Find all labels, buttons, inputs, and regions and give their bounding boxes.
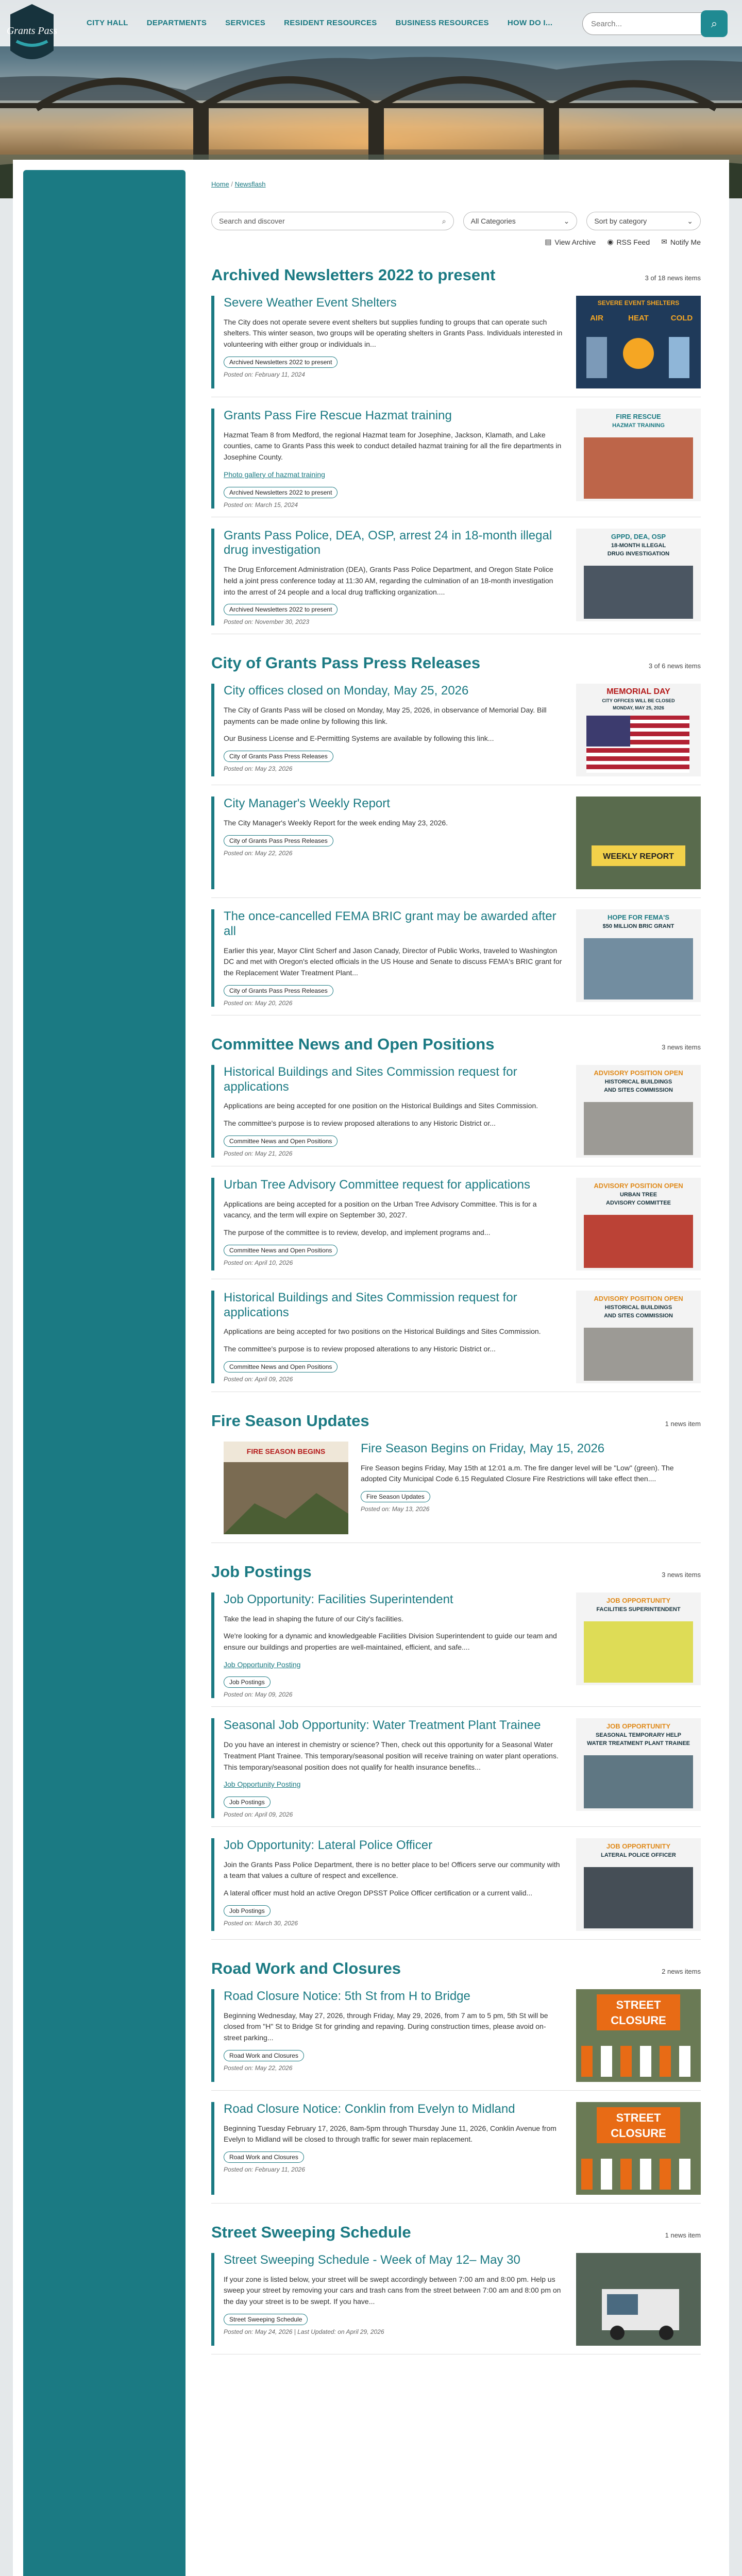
news-item-summary: Beginning Tuesday February 17, 2026, 8am-5pm through Thursday June 11, 2026, Conklin Avenue from Evelyn to Midland will be closed to through traffic for sewer main replacement. bbox=[224, 2124, 556, 2144]
nav-departments[interactable]: DEPARTMENTS bbox=[146, 19, 207, 27]
posted-date: Posted on: March 30, 2026 bbox=[224, 1919, 298, 1927]
svg-text:LATERAL POLICE OFFICER: LATERAL POLICE OFFICER bbox=[601, 1852, 676, 1858]
news-item-thumbnail[interactable] bbox=[576, 2102, 701, 2195]
city-logo[interactable] bbox=[6, 4, 58, 65]
category-tag[interactable]: Archived Newsletters 2022 to present bbox=[224, 357, 338, 368]
rss-feed-link[interactable]: ◉ RSS Feed bbox=[607, 238, 650, 246]
section-header bbox=[211, 1412, 701, 1430]
news-item-summary: Beginning Wednesday, May 27, 2026, through Friday, May 29, 2026, from 7 am to 5 pm, 5th St will be closed from "H" St to Bridge St for grinding and repaving. During construction times, please avoid on-street parking... bbox=[224, 2011, 548, 2042]
news-item-thumbnail[interactable] bbox=[576, 909, 701, 1002]
item-accent-bar bbox=[211, 409, 214, 509]
section-title[interactable]: Job Postings bbox=[211, 1562, 312, 1581]
news-search-input[interactable]: Search and discover ⌕ bbox=[211, 212, 454, 230]
news-item bbox=[211, 517, 701, 635]
category-tag[interactable]: Committee News and Open Positions bbox=[224, 1245, 338, 1256]
news-item-summary: Earlier this year, Mayor Clint Scherf and Jason Canady, Director of Public Works, traveled to Washington DC and met with Oregon's elected officials in the US House and Senate to discuss FEMA's BRIC grant for the Replacement Water Treatment Plant... bbox=[224, 946, 562, 977]
svg-text:STREET: STREET bbox=[616, 2111, 661, 2124]
site-search bbox=[582, 10, 728, 37]
breadcrumb: Home / Newsflash bbox=[211, 180, 266, 188]
news-item-title[interactable]: Historical Buildings and Sites Commission request for applications bbox=[224, 1064, 517, 1094]
section-header bbox=[211, 266, 701, 284]
item-accent-bar bbox=[211, 296, 214, 388]
svg-text:STREET: STREET bbox=[616, 1998, 661, 2011]
news-item bbox=[211, 1166, 701, 1279]
item-accent-bar bbox=[211, 1065, 214, 1158]
news-item-title[interactable]: City offices closed on Monday, May 25, 2026 bbox=[224, 684, 469, 698]
section-title[interactable]: Fire Season Updates bbox=[211, 1411, 369, 1430]
news-item-link[interactable]: Job Opportunity Posting bbox=[224, 1660, 301, 1669]
news-section bbox=[211, 1563, 701, 1940]
item-accent-bar bbox=[211, 796, 214, 889]
posted-date: Posted on: April 09, 2026 bbox=[224, 1375, 293, 1383]
item-accent-bar bbox=[211, 529, 214, 626]
news-item bbox=[211, 1827, 701, 1940]
news-item-title[interactable]: Fire Season Begins on Friday, May 15, 2026 bbox=[361, 1441, 605, 1455]
news-item-title[interactable]: Seasonal Job Opportunity: Water Treatment Plant Trainee bbox=[224, 1718, 541, 1733]
section-count: 2 news items bbox=[662, 1967, 701, 1975]
svg-text:CITY OFFICES WILL BE CLOSED: CITY OFFICES WILL BE CLOSED bbox=[602, 698, 675, 704]
posted-date: Posted on: May 09, 2026 bbox=[224, 1691, 293, 1699]
svg-text:CLOSURE: CLOSURE bbox=[611, 2126, 666, 2140]
svg-text:MONDAY, MAY 25, 2026: MONDAY, MAY 25, 2026 bbox=[613, 705, 664, 711]
news-item bbox=[211, 1707, 701, 1827]
section-header bbox=[211, 1563, 701, 1581]
svg-text:HAZMAT TRAINING: HAZMAT TRAINING bbox=[612, 422, 665, 429]
news-item-summary: The City of Grants Pass will be closed on Monday, May 25, 2026, in observance of Memorial Day. Bill payments can be made online by following this link. bbox=[224, 706, 547, 725]
item-accent-bar bbox=[211, 1838, 214, 1931]
posted-date: Posted on: May 21, 2026 bbox=[224, 1149, 293, 1157]
item-accent-bar bbox=[211, 1989, 214, 2082]
news-section bbox=[211, 1035, 701, 1392]
news-item-summary-more: The committee's purpose is to review proposed alterations to any Historic District or... bbox=[224, 1119, 496, 1128]
section-count: 3 of 6 news items bbox=[648, 662, 701, 670]
news-item-thumbnail[interactable] bbox=[576, 1291, 701, 1383]
news-content bbox=[196, 170, 716, 2354]
svg-text:DRUG INVESTIGATION: DRUG INVESTIGATION bbox=[607, 550, 670, 557]
svg-text:SEVERE EVENT SHELTERS: SEVERE EVENT SHELTERS bbox=[597, 299, 680, 307]
news-item-summary: Applications are being accepted for two positions on the Historical Buildings and Sites Commission. bbox=[224, 1327, 541, 1336]
item-accent-bar bbox=[211, 1592, 214, 1699]
section-header bbox=[211, 1959, 701, 1978]
left-sidebar bbox=[23, 170, 185, 2576]
svg-text:MEMORIAL DAY: MEMORIAL DAY bbox=[606, 687, 670, 697]
nav-city-hall[interactable]: CITY HALL bbox=[87, 19, 128, 27]
news-item-thumbnail[interactable] bbox=[576, 1065, 701, 1158]
news-item-summary: The City Manager's Weekly Report for the week ending May 23, 2026. bbox=[224, 819, 448, 827]
news-item-thumbnail[interactable] bbox=[576, 1592, 701, 1685]
category-tag[interactable]: Road Work and Closures bbox=[224, 2151, 304, 2163]
news-item-title[interactable]: The once-cancelled FEMA BRIC grant may be awarded after all bbox=[224, 909, 556, 938]
news-item bbox=[211, 898, 701, 1015]
news-item-thumbnail[interactable] bbox=[576, 296, 701, 388]
posted-date: Posted on: April 10, 2026 bbox=[224, 1259, 293, 1266]
item-accent-bar bbox=[211, 1178, 214, 1270]
section-count: 3 news items bbox=[662, 1570, 701, 1579]
svg-text:ADVISORY POSITION OPEN: ADVISORY POSITION OPEN bbox=[594, 1069, 683, 1077]
main-nav bbox=[77, 0, 562, 46]
news-item bbox=[211, 1054, 701, 1166]
breadcrumb-home[interactable]: Home bbox=[211, 180, 229, 188]
news-item-thumbnail[interactable] bbox=[224, 1442, 348, 1534]
section-count: 1 news item bbox=[665, 1419, 701, 1428]
svg-text:Grants Pass: Grants Pass bbox=[6, 25, 58, 37]
posted-date: Posted on: May 24, 2026 | Last Updated: on April 29, 2026 bbox=[224, 2328, 384, 2335]
nav-business-resources[interactable]: BUSINESS RESOURCES bbox=[395, 19, 489, 27]
breadcrumb-current[interactable]: Newsflash bbox=[234, 180, 266, 188]
item-accent-bar bbox=[211, 909, 214, 1007]
category-tag[interactable]: City of Grants Pass Press Releases bbox=[224, 751, 333, 762]
news-item bbox=[211, 2091, 701, 2204]
svg-text:HEAT: HEAT bbox=[628, 314, 649, 323]
news-item-title[interactable]: Job Opportunity: Lateral Police Officer bbox=[224, 1838, 433, 1852]
news-item bbox=[211, 785, 701, 898]
news-item-summary-more: Our Business License and E-Permitting Systems are available by following this link... bbox=[224, 734, 494, 743]
news-item-thumbnail[interactable] bbox=[576, 1838, 701, 1931]
search-icon: ⌕ bbox=[442, 216, 446, 225]
search-icon: ⌕ bbox=[711, 17, 718, 30]
news-item-title[interactable]: City Manager's Weekly Report bbox=[224, 796, 390, 811]
search-button[interactable] bbox=[701, 10, 728, 37]
sort-select[interactable]: Sort by category ⌄ bbox=[586, 212, 701, 230]
svg-text:AIR: AIR bbox=[590, 314, 603, 323]
svg-text:URBAN TREE: URBAN TREE bbox=[619, 1191, 657, 1198]
svg-text:CLOSURE: CLOSURE bbox=[611, 2013, 666, 2027]
notify-me-link[interactable]: ✉ Notify Me bbox=[661, 238, 701, 246]
svg-text:FIRE RESCUE: FIRE RESCUE bbox=[616, 413, 661, 420]
svg-text:COLD: COLD bbox=[670, 314, 693, 323]
svg-text:WATER TREATMENT PLANT TRAINEE: WATER TREATMENT PLANT TRAINEE bbox=[586, 1740, 690, 1747]
svg-text:HISTORICAL BUILDINGS: HISTORICAL BUILDINGS bbox=[604, 1078, 672, 1085]
posted-date: Posted on: May 20, 2026 bbox=[224, 999, 293, 1007]
chevron-down-icon: ⌄ bbox=[563, 216, 570, 225]
item-accent-bar bbox=[211, 1718, 214, 1818]
news-item-title[interactable]: Historical Buildings and Sites Commission request for applications bbox=[224, 1290, 517, 1319]
svg-text:FIRE SEASON BEGINS: FIRE SEASON BEGINS bbox=[246, 1447, 326, 1455]
svg-text:ADVISORY COMMITTEE: ADVISORY COMMITTEE bbox=[606, 1199, 671, 1206]
archive-icon: ▤ bbox=[545, 238, 552, 246]
category-tag[interactable]: Archived Newsletters 2022 to present bbox=[224, 604, 338, 615]
posted-date: Posted on: March 15, 2024 bbox=[224, 501, 298, 509]
news-item bbox=[211, 1581, 701, 1707]
news-item-thumbnail[interactable] bbox=[576, 796, 701, 889]
news-item bbox=[211, 397, 701, 517]
svg-text:WEEKLY REPORT: WEEKLY REPORT bbox=[603, 852, 674, 861]
item-accent-bar bbox=[211, 1291, 214, 1383]
category-tag[interactable]: Job Postings bbox=[224, 1797, 271, 1808]
news-item-title[interactable]: Job Opportunity: Facilities Superintendent bbox=[224, 1592, 453, 1606]
news-filters bbox=[211, 212, 701, 230]
svg-text:JOB OPPORTUNITY: JOB OPPORTUNITY bbox=[606, 1722, 671, 1731]
news-item bbox=[211, 284, 701, 397]
news-item-thumbnail[interactable] bbox=[576, 1718, 701, 1811]
news-item-summary: Fire Season begins Friday, May 15th at 12:01 a.m. The fire danger level will be "Low" (green). The adopted City Municipal Code 6.15 Regulated Closure Fire Restrictions will take effect then.... bbox=[361, 1463, 674, 1483]
news-item bbox=[211, 2242, 701, 2354]
section-title[interactable]: Road Work and Closures bbox=[211, 1959, 401, 1977]
news-item-summary: Applications are being accepted for a position on the Urban Tree Advisory Committee. This is for a vacancy, and the term will expire on September 30, 2027. bbox=[224, 1199, 537, 1219]
nav-resident-resources[interactable]: RESIDENT RESOURCES bbox=[284, 19, 377, 27]
news-item bbox=[211, 1279, 701, 1392]
news-section bbox=[211, 654, 701, 1015]
svg-text:GPPD, DEA, OSP: GPPD, DEA, OSP bbox=[611, 532, 666, 540]
svg-text:JOB OPPORTUNITY: JOB OPPORTUNITY bbox=[606, 1596, 671, 1604]
site-search-input[interactable] bbox=[582, 12, 704, 35]
news-item-title[interactable]: Urban Tree Advisory Committee request for applications bbox=[224, 1177, 530, 1192]
category-tag[interactable]: Archived Newsletters 2022 to present bbox=[224, 487, 338, 498]
section-title[interactable]: Committee News and Open Positions bbox=[211, 1035, 495, 1053]
news-item-summary: If your zone is listed below, your street will be swept accordingly between 7:00 am and 8:00 pm. Help us sweep your street by removing your cars and trash cans from the street between 7:00 am and 8:00 pm on the day your street is to be swept. If you have... bbox=[224, 2275, 561, 2306]
svg-text:ADVISORY POSITION OPEN: ADVISORY POSITION OPEN bbox=[594, 1181, 683, 1190]
svg-text:HOPE FOR FEMA'S: HOPE FOR FEMA'S bbox=[607, 913, 670, 922]
news-item-summary: The Drug Enforcement Administration (DEA), Grants Pass Police Department, and Oregon State Police held a joint press conference today at 11:30 AM, regarding the culmination of an 18-month investigation into the arrest of 24 people and a local drug trafficking organization.... bbox=[224, 565, 553, 596]
category-tag[interactable]: City of Grants Pass Press Releases bbox=[224, 985, 333, 996]
posted-date: Posted on: February 11, 2026 bbox=[224, 2166, 305, 2174]
posted-date: Posted on: November 30, 2023 bbox=[224, 618, 310, 626]
section-header bbox=[211, 2223, 701, 2242]
item-accent-bar bbox=[211, 684, 214, 776]
section-header bbox=[211, 654, 701, 672]
category-tag[interactable]: Fire Season Updates bbox=[361, 1491, 430, 1502]
svg-text:$50 MILLION BRIC GRANT: $50 MILLION BRIC GRANT bbox=[602, 923, 674, 930]
news-item bbox=[211, 1978, 701, 2091]
posted-date: Posted on: May 22, 2026 bbox=[224, 2064, 293, 2072]
news-item-summary: The City does not operate severe event shelters but supplies funding to groups that can operate such shelters. This winter season, two groups will be operating shelters in Grants Pass. Individuals interested in volunteering with either group or individuals in... bbox=[224, 317, 563, 349]
item-accent-bar bbox=[211, 2102, 214, 2195]
news-section bbox=[211, 266, 701, 634]
email-icon: ✉ bbox=[661, 238, 667, 246]
news-item-thumbnail[interactable] bbox=[576, 529, 701, 621]
news-item-link[interactable]: Photo gallery of hazmat training bbox=[224, 470, 325, 479]
svg-text:SEASONAL TEMPORARY HELP: SEASONAL TEMPORARY HELP bbox=[595, 1732, 682, 1739]
news-item bbox=[211, 1430, 701, 1543]
news-item-thumbnail[interactable] bbox=[576, 2253, 701, 2346]
section-title[interactable]: City of Grants Pass Press Releases bbox=[211, 654, 481, 672]
category-tag[interactable]: Job Postings bbox=[224, 1676, 271, 1688]
news-item-title[interactable]: Road Closure Notice: Conklin from Evelyn to Midland bbox=[224, 2102, 515, 2116]
posted-date: Posted on: May 13, 2026 bbox=[361, 1505, 430, 1513]
svg-text:FACILITIES SUPERINTENDENT: FACILITIES SUPERINTENDENT bbox=[596, 1606, 681, 1613]
news-item-summary: Take the lead in shaping the future of our City's facilities. bbox=[224, 1614, 403, 1623]
news-item-title[interactable]: Grants Pass Police, DEA, OSP, arrest 24 in 18-month illegal drug investigation bbox=[224, 528, 552, 557]
category-tag[interactable]: Committee News and Open Positions bbox=[224, 1136, 338, 1147]
news-section bbox=[211, 2223, 701, 2354]
news-item-summary-more: The purpose of the committee is to review, develop, and implement programs and... bbox=[224, 1228, 491, 1237]
category-tag[interactable]: Road Work and Closures bbox=[224, 2050, 304, 2061]
section-count: 1 news item bbox=[665, 2231, 701, 2239]
news-item-link[interactable]: Job Opportunity Posting bbox=[224, 1780, 301, 1789]
news-item-summary-more: A lateral officer must hold an active Oregon DPSST Police Officer certification or a current valid... bbox=[224, 1889, 533, 1897]
news-item-summary-more: The committee's purpose is to review proposed alterations to any Historic District or... bbox=[224, 1345, 496, 1353]
posted-date: Posted on: May 22, 2026 bbox=[224, 849, 293, 857]
item-accent-bar bbox=[211, 2253, 214, 2346]
nav-how-do-i[interactable]: HOW DO I... bbox=[507, 19, 553, 27]
category-tag[interactable]: Street Sweeping Schedule bbox=[224, 2314, 308, 2325]
section-title[interactable]: Street Sweeping Schedule bbox=[211, 2223, 411, 2241]
section-count: 3 of 18 news items bbox=[645, 274, 701, 282]
rss-icon: ◉ bbox=[607, 238, 614, 246]
svg-text:AND SITES COMMISSION: AND SITES COMMISSION bbox=[604, 1312, 673, 1319]
news-item-summary: Applications are being accepted for one position on the Historical Buildings and Sites Commission. bbox=[224, 1101, 538, 1110]
section-header bbox=[211, 1035, 701, 1054]
news-item-summary: Join the Grants Pass Police Department, there is no better place to be! Officers serve our community with a team that values a culture of respect and excellence. bbox=[224, 1860, 560, 1880]
news-section bbox=[211, 1959, 701, 2204]
news-item-summary: Do you have an interest in chemistry or science? Then, check out this opportunity for a Seasonal Water Treatment Plant Trainee. This temporary/seasonal position will receive training on water plant operations. This temporary/seasonal position does not qualify for health insurance benefits... bbox=[224, 1740, 559, 1771]
category-tag[interactable]: Job Postings bbox=[224, 1905, 271, 1917]
news-item-thumbnail[interactable] bbox=[576, 1178, 701, 1270]
chevron-down-icon: ⌄ bbox=[687, 216, 693, 225]
nav-services[interactable]: SERVICES bbox=[225, 19, 266, 27]
news-section bbox=[211, 1412, 701, 1543]
news-item-thumbnail[interactable] bbox=[576, 684, 701, 776]
news-item-title[interactable]: Road Closure Notice: 5th St from H to Bridge bbox=[224, 1989, 470, 2003]
main-content-wrapper bbox=[13, 160, 729, 2576]
svg-text:HISTORICAL BUILDINGS: HISTORICAL BUILDINGS bbox=[604, 1304, 672, 1311]
top-navigation bbox=[0, 0, 742, 46]
view-archive-link[interactable]: ▤ View Archive bbox=[545, 238, 596, 246]
category-select[interactable]: All Categories ⌄ bbox=[463, 212, 578, 230]
category-tag[interactable]: Committee News and Open Positions bbox=[224, 1361, 338, 1372]
posted-date: Posted on: April 09, 2026 bbox=[224, 1810, 293, 1818]
news-item-thumbnail[interactable] bbox=[576, 409, 701, 501]
posted-date: Posted on: May 23, 2026 bbox=[224, 765, 293, 773]
news-item-title[interactable]: Grants Pass Fire Rescue Hazmat training bbox=[224, 409, 452, 422]
news-item bbox=[211, 672, 701, 785]
section-count: 3 news items bbox=[662, 1043, 701, 1051]
news-item-thumbnail[interactable] bbox=[576, 1989, 701, 2082]
news-item-title[interactable]: Severe Weather Event Shelters bbox=[224, 296, 397, 310]
section-title[interactable]: Archived Newsletters 2022 to present bbox=[211, 266, 496, 284]
posted-date: Posted on: February 11, 2024 bbox=[224, 370, 305, 378]
news-actions bbox=[211, 238, 701, 246]
news-item-title[interactable]: Street Sweeping Schedule - Week of May 12– May 30 bbox=[224, 2252, 520, 2267]
svg-text:AND SITES COMMISSION: AND SITES COMMISSION bbox=[604, 1087, 673, 1093]
svg-text:18-MONTH ILLEGAL: 18-MONTH ILLEGAL bbox=[611, 542, 666, 549]
news-item-summary: Hazmat Team 8 from Medford, the regional Hazmat team for Josephine, Jackson, Klamath, and Lake counties, came to Grants Pass this week to conduct detailed hazmat training for all the fire departments in Josephine County. bbox=[224, 430, 562, 462]
svg-text:ADVISORY POSITION OPEN: ADVISORY POSITION OPEN bbox=[594, 1294, 683, 1302]
news-item-summary-more: We're looking for a dynamic and knowledgeable Facilities Division Superintendent to guide our team and ensure our buildings and properties are well-maintained, efficient, and safe.... bbox=[224, 1632, 557, 1652]
svg-text:JOB OPPORTUNITY: JOB OPPORTUNITY bbox=[606, 1842, 671, 1850]
category-tag[interactable]: City of Grants Pass Press Releases bbox=[224, 835, 333, 846]
